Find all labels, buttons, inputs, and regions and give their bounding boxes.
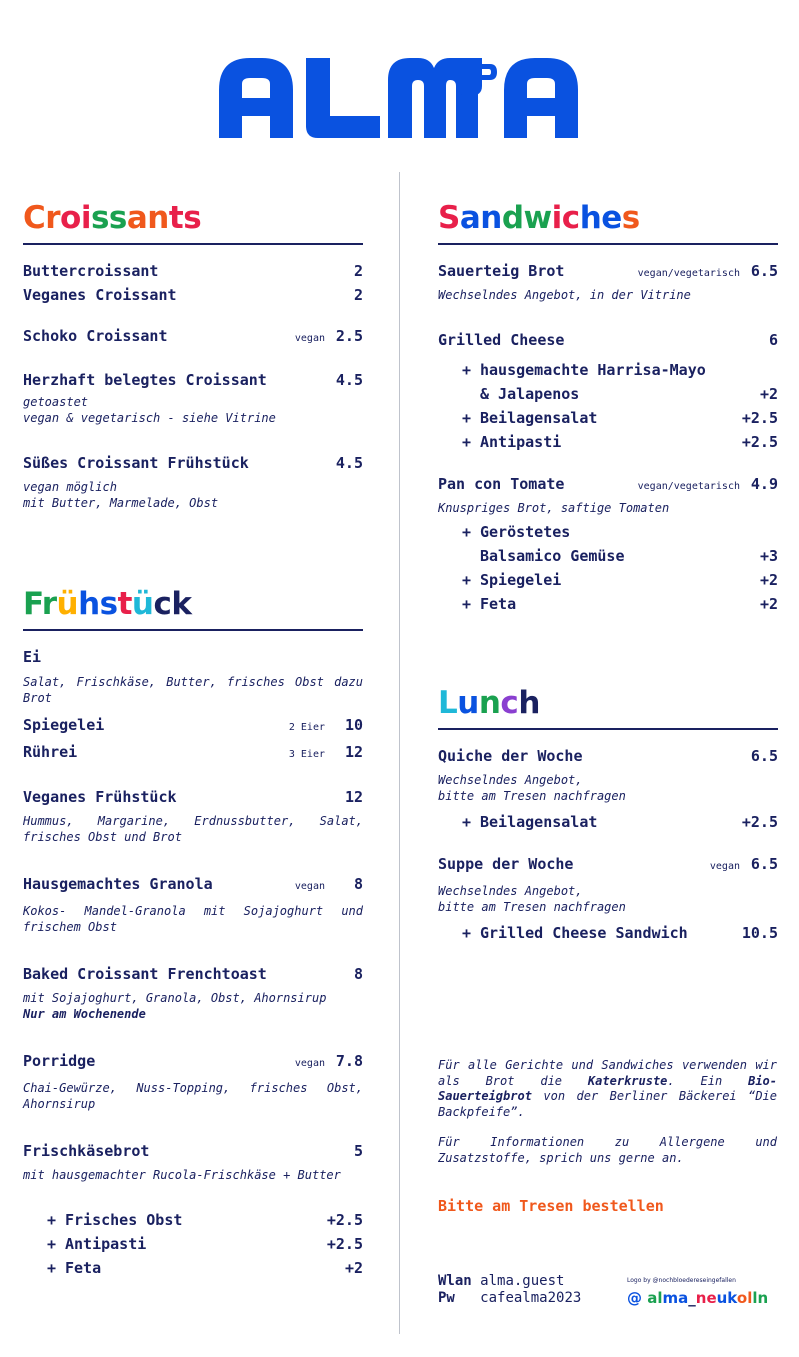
section-rule — [23, 629, 363, 631]
extra-item: + Frisches Obst +2.5 — [47, 1210, 363, 1229]
right-column — [438, 197, 778, 945]
column-divider — [399, 172, 400, 1334]
heading-fruehstueck: Frühstück — [23, 586, 192, 622]
menu-item: Buttercroissant 2 — [23, 262, 363, 280]
menu-item: Ei — [23, 648, 42, 666]
menu-item: Veganes Croissant 2 — [23, 286, 363, 304]
menu-item: Pan con Tomate vegan/vegetarisch 4.9 — [438, 474, 778, 493]
menu-item: Herzhaft belegtes Croissant 4.5 — [23, 371, 363, 389]
extra-item: + Grilled Cheese Sandwich 10.5 — [462, 924, 778, 942]
logo-credits: Logo by @nochbloedereseingefallen — [627, 1277, 736, 1284]
allergen-info: Für Informationen zu Allergene und Zusatzstoffe, sprich uns gerne an. — [438, 1135, 777, 1165]
item-description: vegan möglich mit Butter, Marmelade, Obst — [23, 480, 219, 510]
item-description: Kokos- Mandel-Granola mit Sojajoghurt und frischem Obst — [23, 904, 363, 934]
extra-item: + Geröstetes — [462, 523, 571, 541]
extra-item: + hausgemachte Harrisa-Mayo — [462, 360, 706, 379]
heading-croissants: Croissants — [23, 200, 202, 236]
instagram-icon: @ — [627, 1289, 642, 1307]
extra-item: + Antipasti +2.5 — [47, 1234, 363, 1253]
menu-item: Schoko Croissant vegan 2.5 — [23, 327, 363, 345]
item-description: Chai-Gewürze, Nuss-Topping, frisches Obst, Ahornsirup — [23, 1081, 363, 1111]
extra-item-cont: Balsamico Gemüse +3 — [480, 547, 778, 565]
order-notice: Bitte am Tresen bestellen — [438, 1197, 664, 1215]
extra-item: + Beilagensalat +2.5 — [462, 408, 778, 427]
menu-item: Grilled Cheese 6 — [438, 330, 778, 349]
extra-item: + Antipasti +2.5 — [462, 432, 778, 451]
item-description: Hummus, Margarine, Erdnussbutter, Salat, frisches Obst und Brot — [23, 814, 363, 844]
section-rule — [438, 728, 778, 730]
section-rule — [438, 243, 778, 245]
menu-item: Veganes Frühstück 12 — [23, 788, 363, 806]
heading-sandwiches: Sandwiches — [438, 200, 640, 236]
alma-logo — [0, 50, 799, 150]
menu-item: Suppe der Woche vegan 6.5 — [438, 855, 778, 873]
menu-item: Süßes Croissant Frühstück 4.5 — [23, 454, 363, 472]
wifi-network: alma.guest — [480, 1273, 565, 1289]
item-description: getoastet vegan & vegetarisch - siehe Vitrine — [23, 395, 276, 425]
item-description: mit hausgemachter Rucola-Frischkäse + Butter — [23, 1168, 341, 1182]
info-block — [438, 1058, 777, 1215]
extra-item: + Feta +2 — [47, 1258, 363, 1277]
menu-item: Hausgemachtes Granola vegan 8 — [23, 875, 363, 893]
menu-item: Rührei 3 Eier 12 — [23, 743, 363, 761]
item-description: Wechselndes Angebot, bitte am Tresen nachfragen — [438, 773, 626, 803]
item-description: Salat, Frischkäse, Butter, frisches Obst dazu Brot — [23, 675, 363, 705]
extra-item: + Beilagensalat +2.5 — [462, 813, 778, 831]
wifi-password: cafealma2023 — [480, 1290, 582, 1306]
menu-item: Porridge vegan 7.8 — [23, 1052, 363, 1070]
item-description: Wechselndes Angebot, bitte am Tresen nachfragen — [438, 884, 626, 914]
extra-item: + Feta +2 — [462, 595, 778, 613]
item-description: Wechselndes Angebot, in der Vitrine — [438, 288, 691, 302]
wifi-info: Wlan alma.guest Pw cafealma2023 — [438, 1273, 582, 1306]
instagram-handle: @ alma_neukolln — [627, 1289, 769, 1307]
section-rule — [23, 243, 363, 245]
item-description: Knuspriges Brot, saftige Tomaten — [438, 500, 670, 515]
extra-item-cont: & Jalapenos +2 — [480, 384, 778, 403]
extra-item: + Spiegelei +2 — [462, 571, 778, 589]
heading-lunch: Lunch — [438, 685, 540, 721]
menu-item: Quiche der Woche 6.5 — [438, 747, 778, 765]
menu-item: Sauerteig Brot vegan/vegetarisch 6.5 — [438, 262, 778, 280]
menu-item: Baked Croissant Frenchtoast 8 — [23, 965, 363, 983]
menu-item: Spiegelei 2 Eier 10 — [23, 716, 363, 734]
left-column — [23, 197, 363, 1280]
item-description: mit Sojajoghurt, Granola, Obst, Ahornsirup Nur am Wochenende — [23, 991, 327, 1021]
bread-info: Für alle Gerichte und Sandwiches verwenden wir als Brot die Katerkruste. Ein Bio-Sauerteigbrot von der Berliner Bäckerei “Die Backpfeife”. — [438, 1058, 777, 1119]
menu-item: Frischkäsebrot 5 — [23, 1142, 363, 1160]
